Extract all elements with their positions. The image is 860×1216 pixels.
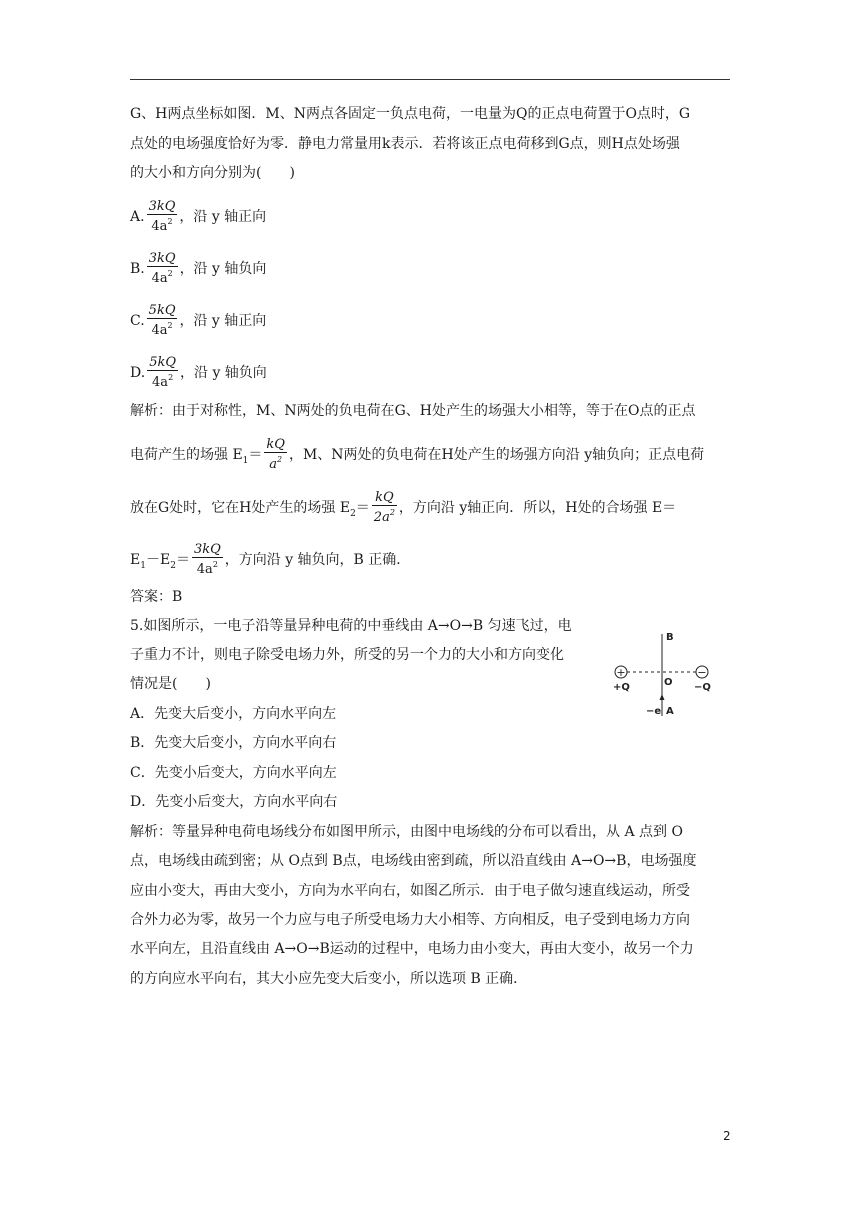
solution-text-line: 放在G处时，它在H处产生的场强 $E_2=$ $\frac{kQ}{2a^2}$ ，方向沿 y轴正向．所以，H处的合场强 E＝ (130, 490, 677, 525)
solution-text-line: 解析：等量异种电荷电场线分布如图甲所示，由图中电场线的分布可以看出，从 A 点到 O (130, 824, 683, 840)
question-text-line: 子重力不计，则电子除受电场力外，所受的另一个力的大小和方向变化 (130, 647, 564, 663)
option-a: A. $\frac{3kQ}{4a^2}$ ，沿 y 轴正向 (130, 199, 267, 234)
arrow-head (660, 694, 665, 700)
option-d: D．先变小后变大，方向水平向右 (130, 794, 338, 810)
label-b: B (666, 632, 674, 643)
fraction: $\frac{kQ}{a^2}$ (266, 437, 285, 472)
fraction: $\frac{3kQ}{4a^2}$ (148, 251, 176, 286)
option-c: C．先变小后变大，方向水平向左 (130, 765, 337, 781)
option-d: D. $\frac{5kQ}{4a^2}$ ，沿 y 轴负向 (130, 355, 267, 390)
label-minus-q: −Q (694, 682, 711, 693)
solution-text-line: 合外力必为零，故另一个力应与电子所受电场力大小相等、方向相反，电子受到电场力方向 (130, 912, 690, 928)
option-b: B．先变大后变小，方向水平向右 (130, 735, 337, 751)
solution-text-line: 解析：由于对称性，M、N两处的负电荷在G、H处产生的场强大小相等，等于在O点的正点 (130, 403, 696, 419)
solution-text-line: 的方向应水平向右，其大小应先变大后变小，所以选项 B 正确． (130, 971, 528, 987)
label-a: A (666, 706, 674, 717)
fraction: $\frac{5kQ}{4a^2}$ (148, 303, 176, 338)
question-text-line: 情况是( ) (130, 676, 211, 692)
fraction: $\frac{5kQ}{4a^2}$ (149, 355, 176, 390)
header-rule (130, 79, 730, 80)
label-o: O (664, 677, 673, 688)
solution-text-line: $E_1-E_2=$ $\frac{3kQ}{4a^2}$ ，方向沿 y 轴负向，B 正确． (130, 542, 411, 577)
option-a: A．先变大后变小，方向水平向左 (130, 706, 337, 722)
question-text-line: G、H两点坐标如图．M、N两点各固定一负点电荷，一电量为Q的正点电荷置于O点时，G (130, 106, 691, 122)
minus-sign: − (697, 666, 707, 679)
fraction: $\frac{kQ}{2a^2}$ (373, 490, 395, 525)
question-text-line: 的大小和方向分别为( ) (130, 165, 295, 181)
question-text-line: 点处的电场强度恰好为零．静电力常量用k表示．若将该正点电荷移到G点，则H点处场强 (130, 136, 680, 152)
label-plus-q: +Q (613, 682, 630, 693)
answer-line: 答案：B (130, 589, 183, 605)
solution-text-line: 水平向左，且沿直线由 A→O→B运动的过程中，电场力由小变大，再由大变小，故另一个力 (130, 941, 694, 957)
option-c: C. $\frac{5kQ}{4a^2}$ ，沿 y 轴正向 (130, 303, 267, 338)
label-electron: −e (646, 706, 662, 717)
charge-diagram (608, 628, 718, 718)
plus-sign: + (616, 666, 626, 679)
fraction: $\frac{3kQ}{4a^2}$ (148, 199, 176, 234)
question-text-line: 5.如图所示，一电子沿等量异种电荷的中垂线由 A→O→B 匀速飞过，电 (130, 618, 572, 634)
page-number: 2 (723, 1129, 731, 1143)
solution-text-line: 电荷产生的场强 $E_1=$ $\frac{kQ}{a^2}$ ，M、N两处的负电荷在H处产生的场强方向沿 y轴负向；正点电荷 (130, 437, 705, 472)
option-b: B. $\frac{3kQ}{4a^2}$ ，沿 y 轴负向 (130, 251, 267, 286)
solution-text-line: 应由小变大，再由大变小，方向为水平向右，如图乙所示．由于电子做匀速直线运动，所受 (130, 883, 690, 899)
fraction: $\frac{3kQ}{4a^2}$ (193, 542, 221, 577)
solution-text-line: 点，电场线由疏到密；从 O点到 B点，电场线由密到疏，所以沿直线由 A→O→B，电场强度 (130, 853, 697, 869)
